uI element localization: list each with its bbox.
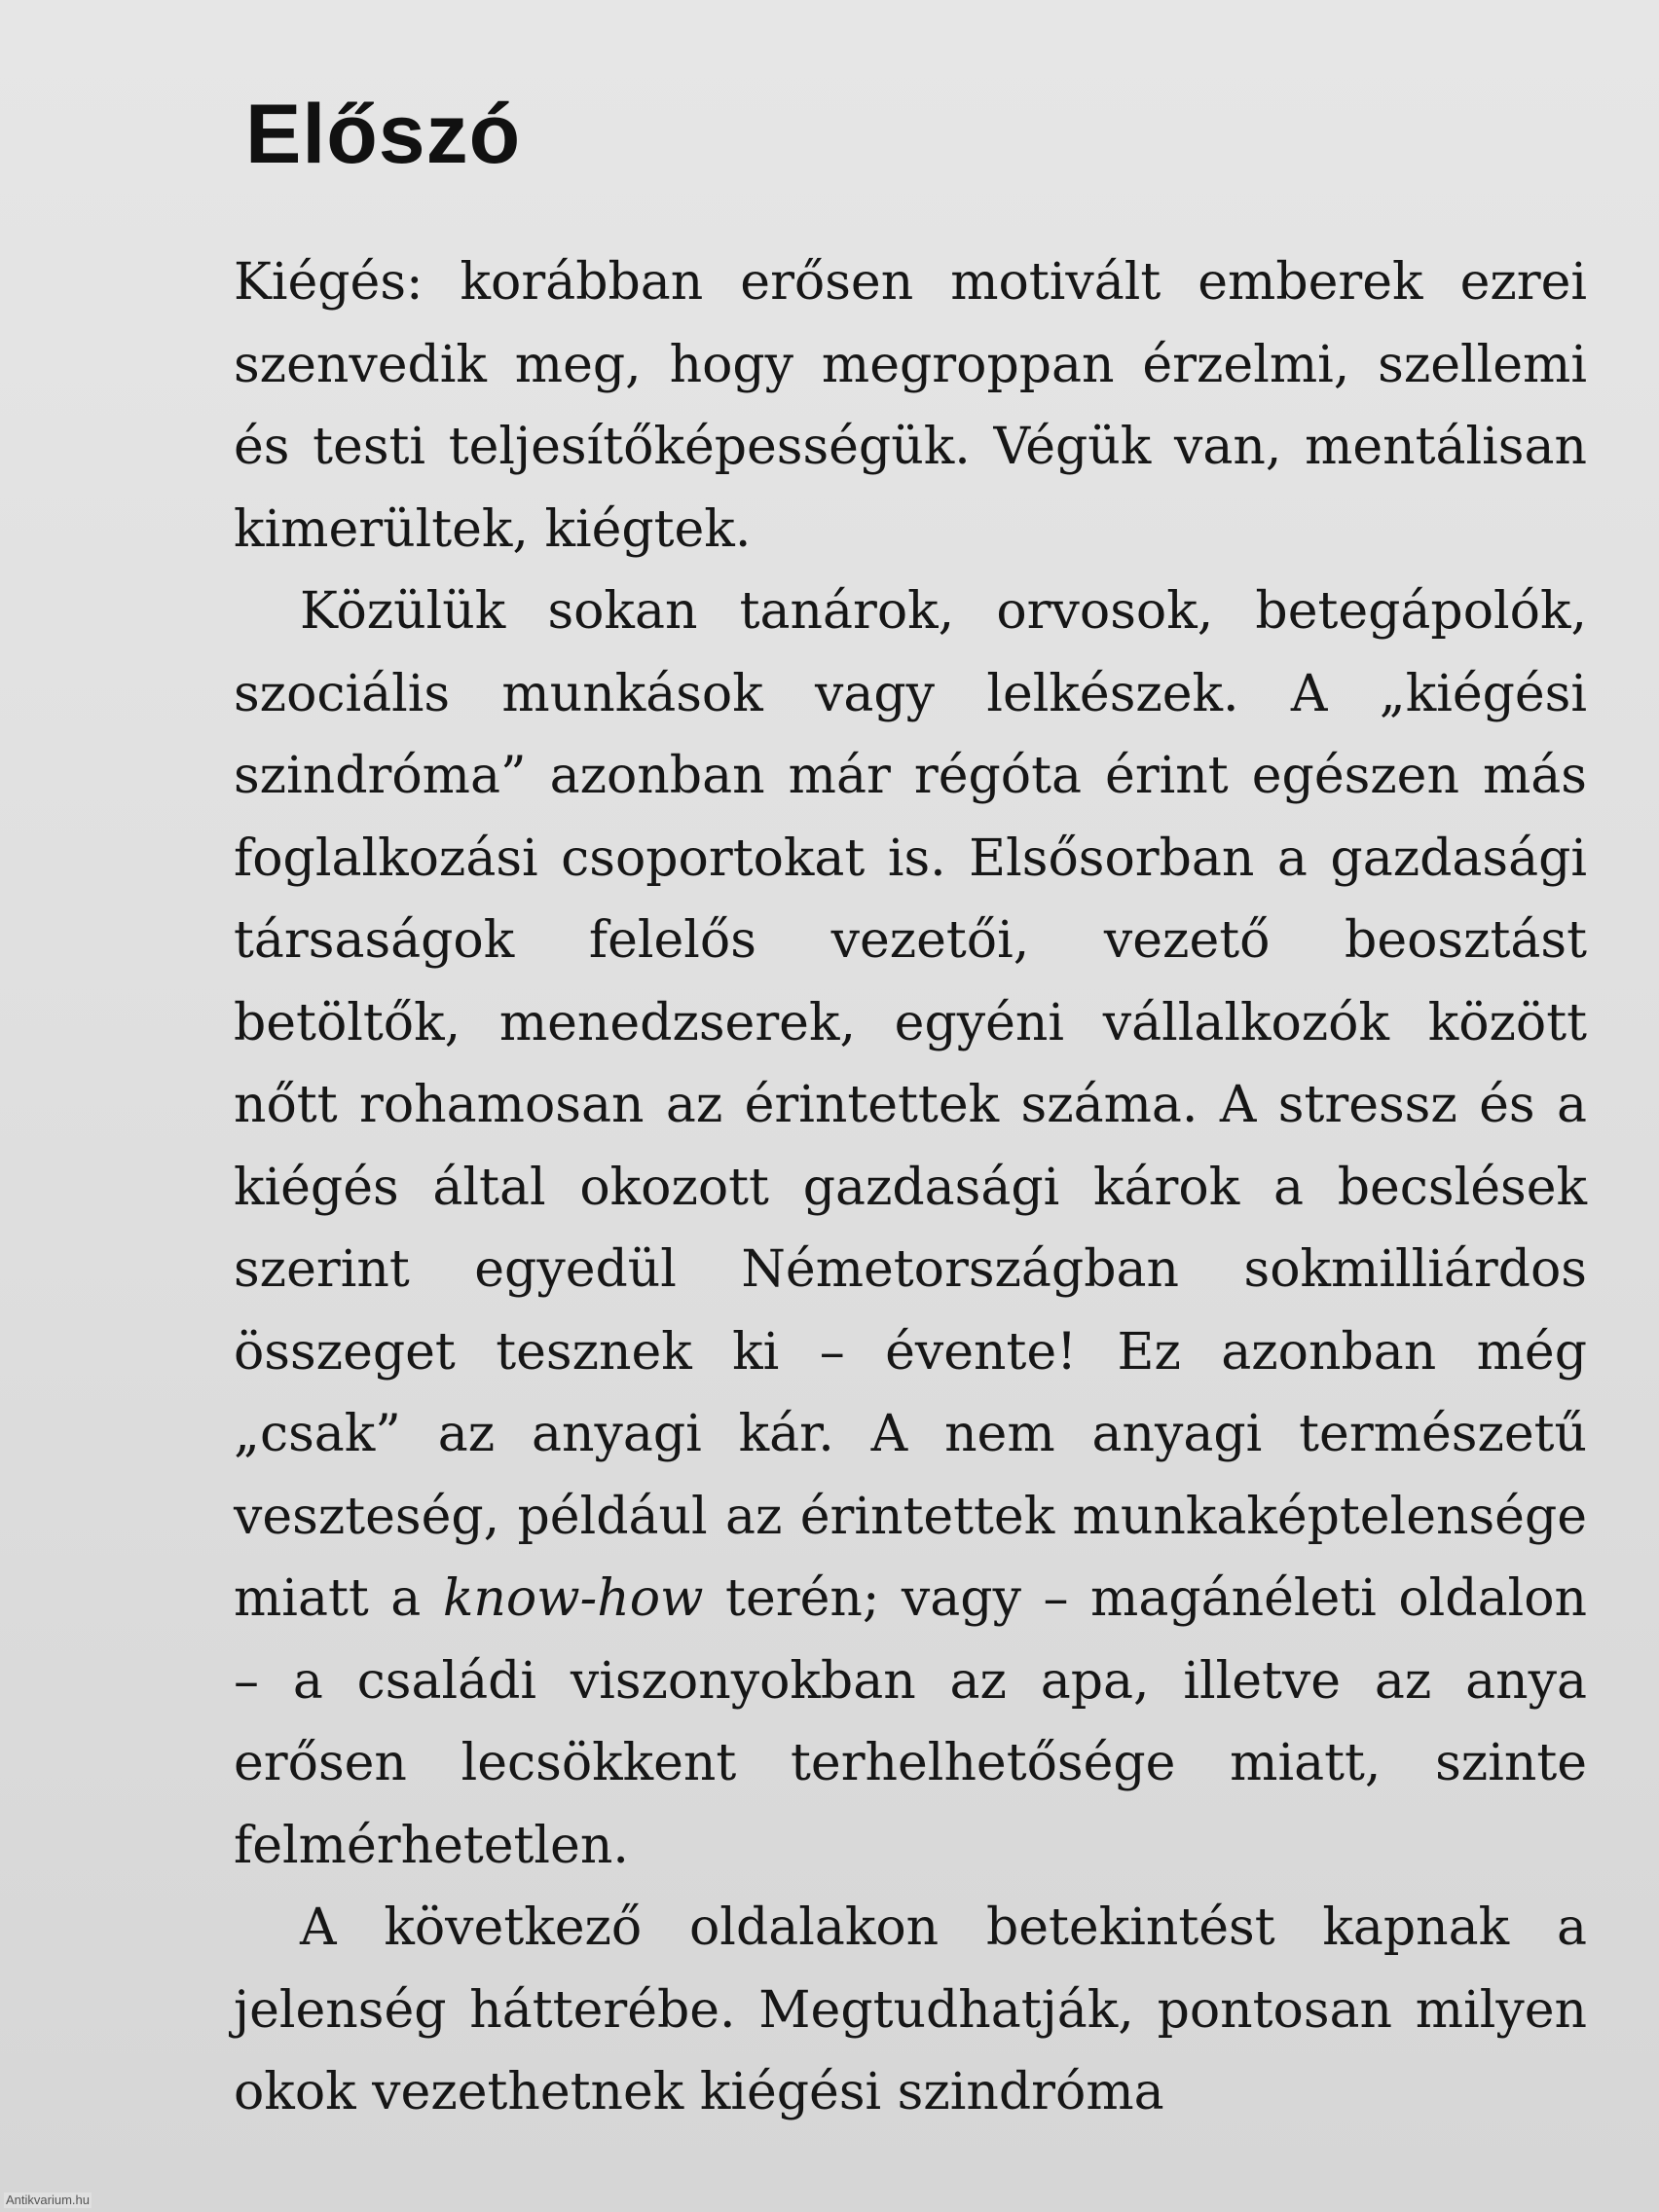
- watermark: Antikvarium.hu: [6, 2193, 90, 2207]
- paragraph-3-text: A következő oldalakon betekintést kapnak a jelenség hátterébe. Megtudhatják, pontosan milyen okok vezethetnek kiégési szindróma: [234, 1899, 1587, 2121]
- paragraph-3: [234, 1887, 1587, 2134]
- paragraph-1-text: Kiégés: korábban erősen motivált emberek ezrei szenvedik meg, hogy megroppan érzelmi, szellemi és testi teljesítőképességük. Végük van, mentálisan kimerültek, kiégtek.: [234, 253, 1587, 559]
- paragraph-2-italic-term: know-how: [442, 1569, 704, 1628]
- body-text: [234, 241, 1587, 2134]
- paragraph-2: [234, 571, 1587, 1887]
- page-title: Előszó: [245, 88, 522, 181]
- paragraph-2-text-after: terén; vagy – magánéleti oldalon – a családi viszonyokban az apa, illetve az anya erősen lecsökkent terhelhetősége miatt, szinte felmérhetetlen.: [234, 1569, 1587, 1875]
- paragraph-1: [234, 241, 1587, 571]
- paragraph-2-text: Közülük sokan tanárok, orvosok, betegápolók, szociális munkások vagy lelkészek. A „kiégési szindróma” azonban már régóta érint egészen más foglalkozási csoportokat is. Elsősorban a gazdasági társaságok felelős vezetői, vezető beosztást betöltők, menedzserek, egyéni vállalkozók között nőtt rohamosan az érintettek száma. A stressz és a kiégés által okozott gazdasági károk a becslések szerint egyedül Németországban sokmilliárdos összeget tesznek ki – évente! Ez azonban még „csak” az anyagi kár. A nem anyagi természetű veszteség, például az érintettek munkaképtelensége miatt a: [234, 582, 1587, 1628]
